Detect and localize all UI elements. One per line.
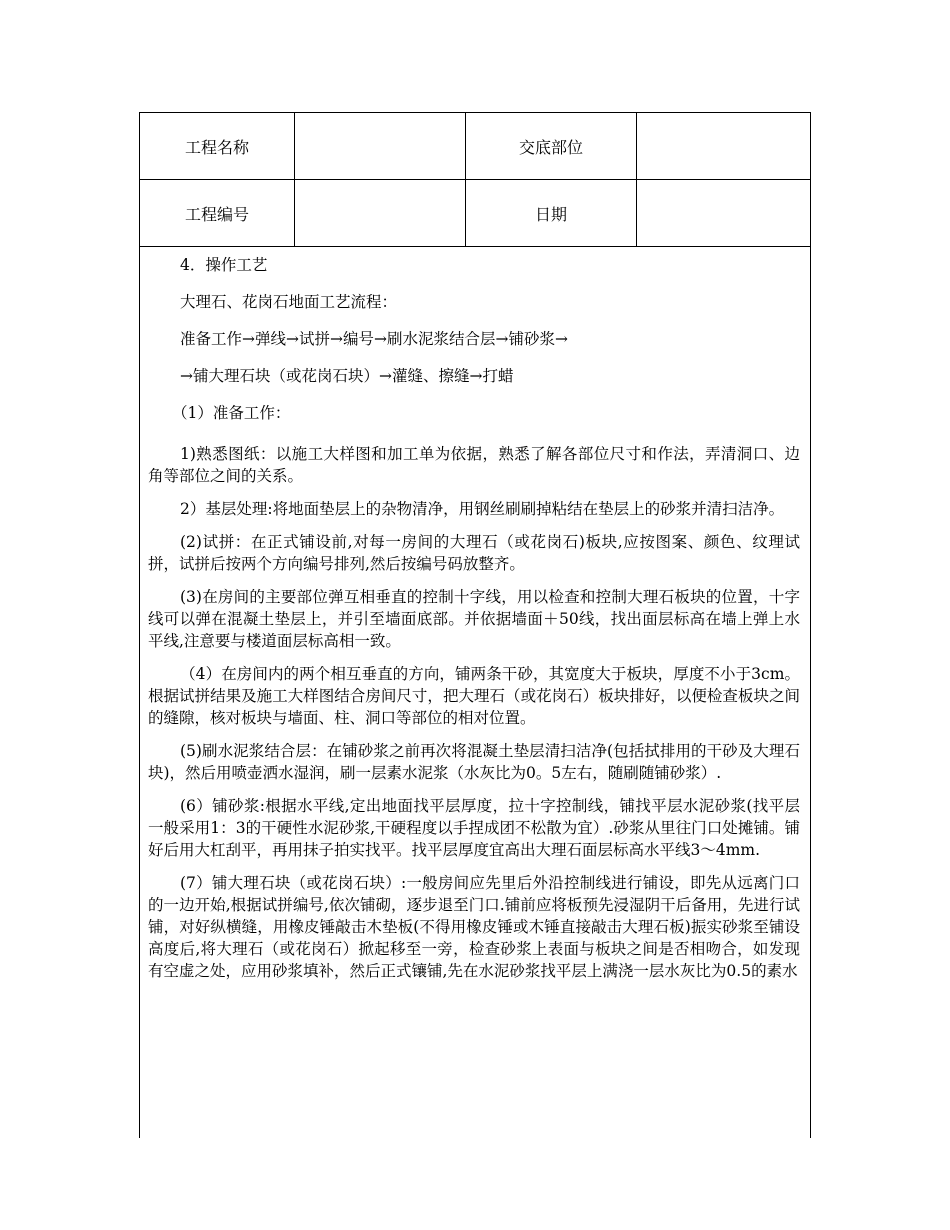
header-row-1	[140, 113, 810, 180]
date-value[interactable]	[637, 180, 811, 246]
paragraph-8: (7）铺大理石块（或花岗石块）:一般房间应先里后外沿控制线进行铺设，即先从远离门口的一边开始,根据试拼编号,依次铺砌，逐步退至门口.铺前应将板预先浸湿阴干后备用，先进行试铺，对好纵横缝，用橡皮锤敲击木垫板(不得用橡皮锤或木锤直接敲击大理石板)振实砂浆至铺设高度后,将大理石（或花岗石）掀起移至一旁，检查砂浆上表面与板块之间是否相吻合，如发现有空虚之处，应用砂浆填补，然后正式镶铺,先在水泥砂浆找平层上满浇一层水灰比为0.5的素水	[148, 874, 800, 980]
paragraph-7: (6）铺砂浆:根据水平线,定出地面找平层厚度，拉十字控制线，铺找平层水泥砂浆(找平层一般采用1：3的干硬性水泥砂浆,干硬程度以手捏成团不松散为宜）.砂浆从里往门口处摊铺。铺好后用大杠刮平，再用抹子拍实找平。找平层厚度宜高出大理石面层标高水平线3～4mm.	[148, 797, 800, 859]
paragraph-3: (2)试拼：在正式铺设前,对每一房间的大理石（或花岗石)板块,应按图案、颜色、纹理试拼，试拼后按两个方向编号排列,然后按编号码放整齐。	[148, 533, 800, 573]
content-body	[140, 247, 810, 982]
paragraph-5: （4）在房间内的两个相互垂直的方向，铺两条干砂，其宽度大于板块，厚度不小于3cm。根据试拼结果及施工大样图结合房间尺寸，把大理石（或花岗石）板块排好，以便检查板块之间的缝隙，核对板块与墙面、柱、洞口等部位的相对位置。	[148, 665, 800, 727]
project-no-label: 工程编号	[140, 180, 295, 246]
project-name-label: 工程名称	[140, 113, 295, 179]
section-title: 4．操作工艺	[180, 256, 268, 274]
paragraph-4: (3)在房间的主要部位弹互相垂直的控制十字线，用以检查和控制大理石板块的位置，十字线可以弹在混凝土垫层上，并引至墙面底部。并依据墙面＋50线，找出面层标高在墙上弹上水平线,注意要与楼道面层标高相一致。	[148, 588, 800, 650]
project-name-value[interactable]	[295, 113, 466, 179]
flow-line-2: →铺大理石块（或花岗石块）→灌缝、擦缝→打蜡	[180, 367, 514, 385]
disclosure-part-value[interactable]	[637, 113, 811, 179]
header-row-2	[140, 180, 810, 247]
disclosure-part-label: 交底部位	[466, 113, 637, 179]
date-label: 日期	[466, 180, 637, 246]
flow-title: 大理石、花岗石地面工艺流程：	[180, 293, 398, 311]
paragraph-1: 1)熟悉图纸：以施工大样图和加工单为依据，熟悉了解各部位尺寸和作法，弄清洞口、边角等部位之间的关系。	[148, 445, 800, 485]
step1-title: （1）准备工作：	[172, 404, 291, 422]
paragraph-6: (5)刷水泥浆结合层：在铺砂浆之前再次将混凝土垫层清扫洁净(包括拭排用的干砂及大理石块)，然后用喷壶洒水湿润，刷一层素水泥浆（水灰比为0。5左右，随刷随铺砂浆）.	[148, 742, 800, 782]
project-no-value[interactable]	[295, 180, 466, 246]
paragraph-2: 2）基层处理:将地面垫层上的杂物清净，用钢丝刷刷掉粘结在垫层上的砂浆并清扫洁净。	[180, 500, 785, 518]
disclosure-sheet	[139, 112, 811, 1138]
flow-line-1: 准备工作→弹线→试拼→编号→刷水泥浆结合层→铺砂浆→	[180, 330, 568, 348]
